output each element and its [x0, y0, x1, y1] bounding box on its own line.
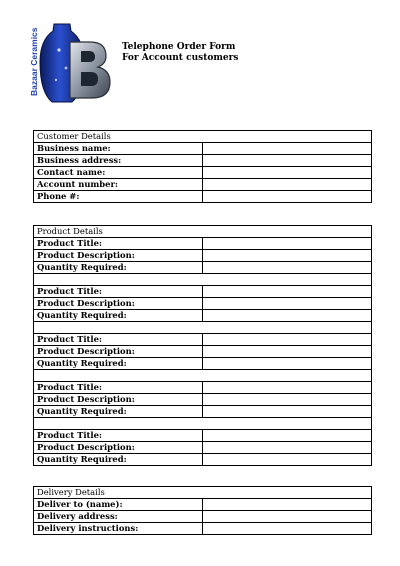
field-row — [34, 394, 372, 406]
field-row — [34, 382, 372, 394]
field-label: Quantity Required: — [34, 358, 203, 370]
field-label: Product Title: — [34, 238, 203, 250]
spacer-cell — [34, 274, 372, 286]
field-row — [34, 310, 372, 322]
spacer-row — [34, 418, 372, 430]
field-row — [34, 499, 372, 511]
spacer-cell — [34, 322, 372, 334]
field-row — [34, 167, 372, 179]
field-label: Product Title: — [34, 382, 203, 394]
section-header-row — [34, 226, 372, 238]
field-row — [34, 238, 372, 250]
delivery-details-heading: Delivery Details — [34, 487, 372, 499]
product-details-heading: Product Details — [34, 226, 372, 238]
spacer-row — [34, 274, 372, 286]
field-label: Account number: — [34, 179, 203, 191]
field-label: Delivery address: — [34, 511, 203, 523]
field-row — [34, 155, 372, 167]
business-address-field[interactable] — [203, 155, 372, 167]
field-row — [34, 442, 372, 454]
field-row — [34, 179, 372, 191]
phone-field[interactable] — [203, 191, 372, 203]
field-label: Product Description: — [34, 250, 203, 262]
field-label: Product Description: — [34, 298, 203, 310]
field-row — [34, 286, 372, 298]
logo-text: Bazaar Ceramics — [29, 27, 39, 96]
product-3-description-field[interactable] — [203, 346, 372, 358]
account-number-field[interactable] — [203, 179, 372, 191]
field-label: Phone #: — [34, 191, 203, 203]
field-row — [34, 358, 372, 370]
delivery-address-field[interactable] — [203, 511, 372, 523]
spacer-cell — [34, 370, 372, 382]
form-title-block — [122, 42, 238, 64]
field-row — [34, 430, 372, 442]
product-5-title-field[interactable] — [203, 430, 372, 442]
field-label: Contact name: — [34, 167, 203, 179]
delivery-instructions-field[interactable] — [203, 523, 372, 535]
field-row — [34, 298, 372, 310]
product-2-title-field[interactable] — [203, 286, 372, 298]
field-label: Product Title: — [34, 286, 203, 298]
product-4-description-field[interactable] — [203, 394, 372, 406]
customer-details-table — [33, 130, 372, 203]
product-5-quantity-field[interactable] — [203, 454, 372, 466]
product-1-title-field[interactable] — [203, 238, 372, 250]
bazaar-ceramics-logo — [26, 22, 114, 106]
field-label: Product Description: — [34, 346, 203, 358]
spacer-row — [34, 322, 372, 334]
customer-details-heading: Customer Details — [34, 131, 372, 143]
logo-graphic — [26, 22, 114, 106]
field-label: Quantity Required: — [34, 310, 203, 322]
form-title: Telephone Order Form — [122, 42, 236, 52]
product-1-quantity-field[interactable] — [203, 262, 372, 274]
field-label: Quantity Required: — [34, 262, 203, 274]
contact-name-field[interactable] — [203, 167, 372, 179]
field-label: Quantity Required: — [34, 406, 203, 418]
field-label: Product Title: — [34, 430, 203, 442]
field-row — [34, 406, 372, 418]
spacer-row — [34, 370, 372, 382]
field-row — [34, 523, 372, 535]
product-4-quantity-field[interactable] — [203, 406, 372, 418]
field-label: Deliver to (name): — [34, 499, 203, 511]
spacer-cell — [34, 418, 372, 430]
field-row — [34, 346, 372, 358]
section-header-row — [34, 487, 372, 499]
product-4-title-field[interactable] — [203, 382, 372, 394]
product-3-title-field[interactable] — [203, 334, 372, 346]
field-row — [34, 191, 372, 203]
field-label: Delivery instructions: — [34, 523, 203, 535]
product-2-quantity-field[interactable] — [203, 310, 372, 322]
product-2-description-field[interactable] — [203, 298, 372, 310]
deliver-to-name-field[interactable] — [203, 499, 372, 511]
product-3-quantity-field[interactable] — [203, 358, 372, 370]
delivery-details-table — [33, 486, 372, 535]
product-1-description-field[interactable] — [203, 250, 372, 262]
field-row — [34, 454, 372, 466]
field-row — [34, 262, 372, 274]
field-label: Product Description: — [34, 394, 203, 406]
product-details-table — [33, 225, 372, 466]
product-5-description-field[interactable] — [203, 442, 372, 454]
field-row — [34, 143, 372, 155]
section-header-row — [34, 131, 372, 143]
field-label: Business address: — [34, 155, 203, 167]
form-subtitle: For Account customers — [122, 53, 239, 63]
field-label: Product Description: — [34, 442, 203, 454]
business-name-field[interactable] — [203, 143, 372, 155]
field-label: Quantity Required: — [34, 454, 203, 466]
field-label: Product Title: — [34, 334, 203, 346]
field-row — [34, 511, 372, 523]
field-row — [34, 250, 372, 262]
field-row — [34, 334, 372, 346]
field-label: Business name: — [34, 143, 203, 155]
